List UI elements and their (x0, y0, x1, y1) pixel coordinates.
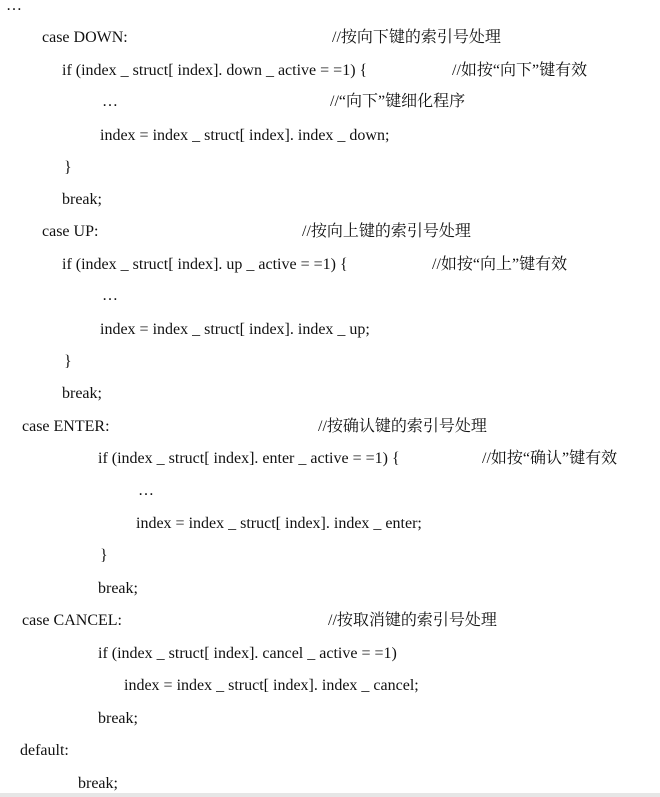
code-comment: //按向下键的索引号处理 (332, 29, 501, 46)
code-line: } (64, 353, 72, 370)
code-line: index = index _ struct[ index]. index _ enter; (136, 515, 422, 532)
code-comment: //按向上键的索引号处理 (302, 223, 471, 240)
code-comment: //按确认键的索引号处理 (318, 418, 487, 435)
code-comment: //如按“向下”键有效 (452, 62, 588, 79)
code-line: index = index _ struct[ index]. index _ cancel; (124, 677, 419, 694)
code-line: break; (98, 710, 138, 727)
code-line: … (138, 482, 154, 499)
code-line: index = index _ struct[ index]. index _ up; (100, 321, 370, 338)
page-bottom-border (0, 793, 660, 797)
code-line: break; (62, 385, 102, 402)
code-line: case CANCEL: (22, 612, 122, 629)
code-line: } (100, 547, 108, 564)
code-line: break; (98, 580, 138, 597)
code-line: if (index _ struct[ index]. up _ active = =1) { (62, 256, 348, 273)
code-line: break; (62, 191, 102, 208)
code-line: case UP: (42, 223, 99, 240)
code-line: } (64, 159, 72, 176)
code-line: … (6, 0, 22, 14)
code-comment: //“向下”键细化程序 (330, 93, 466, 110)
code-line: if (index _ struct[ index]. cancel _ active = =1) (98, 645, 397, 662)
code-line: case DOWN: (42, 29, 128, 46)
code-line: index = index _ struct[ index]. index _ down; (100, 127, 390, 144)
code-line: case ENTER: (22, 418, 110, 435)
code-comment: //如按“确认”键有效 (482, 450, 618, 467)
code-line: … (102, 93, 118, 110)
code-line: if (index _ struct[ index]. enter _ active = =1) { (98, 450, 400, 467)
code-comment: //按取消键的索引号处理 (328, 612, 497, 629)
code-comment: //如按“向上”键有效 (432, 256, 568, 273)
code-line: if (index _ struct[ index]. down _ active = =1) { (62, 62, 368, 79)
code-line: break; (78, 775, 118, 792)
code-line: … (102, 287, 118, 304)
code-line: default: (20, 742, 69, 759)
